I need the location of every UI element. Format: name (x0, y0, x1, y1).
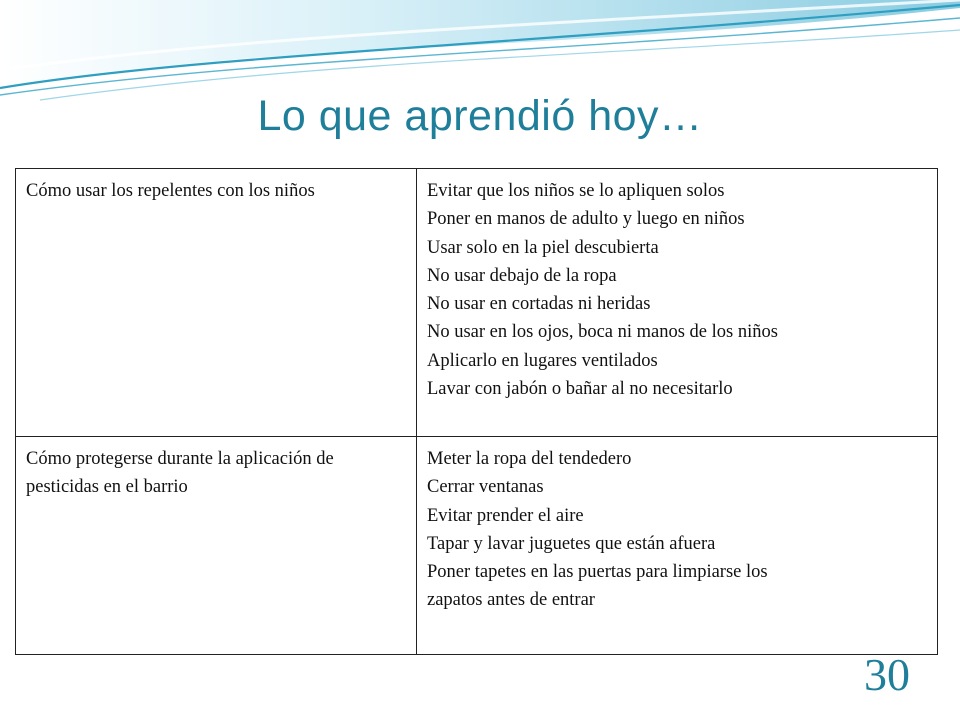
list-item: No usar en cortadas ni heridas (427, 294, 651, 315)
list-item: No usar debajo de la ropa (427, 265, 617, 286)
table-row (16, 437, 938, 655)
topic-text: Cómo protegerse durante la aplicación de pesticidas en el barrio (26, 449, 334, 498)
list-item: No usar en los ojos, boca ni manos de los niños (427, 322, 778, 343)
topic-cell (16, 169, 417, 437)
list-item: Usar solo en la piel descubierta (427, 237, 659, 258)
page-number: 30 (864, 649, 910, 700)
topic-cell (16, 437, 417, 655)
list-item: Evitar que los niños se lo apliquen solos (427, 181, 725, 201)
list-item: Evitar prender el aire (427, 505, 584, 526)
list-item: Meter la ropa del tendedero (427, 449, 632, 469)
list-item: Cerrar ventanas (427, 477, 544, 498)
content-table (15, 168, 938, 655)
list-item: Tapar y lavar juguetes que están afuera (427, 533, 716, 554)
list-item: Poner tapetes en las puertas para limpiarse los (427, 562, 768, 583)
topic-text: Cómo usar los repelentes con los niños (26, 181, 315, 201)
slide-title: Lo que aprendió hoy… (257, 92, 703, 140)
list-item: Lavar con jabón o bañar al no necesitarlo (427, 379, 733, 400)
list-item: Aplicarlo en lugares ventilados (427, 350, 658, 371)
list-item: Poner en manos de adulto y luego en niños (427, 209, 745, 230)
items-cell (417, 437, 938, 655)
items-cell (417, 169, 938, 437)
list-item: zapatos antes de entrar (427, 590, 595, 611)
table-row (16, 169, 938, 437)
